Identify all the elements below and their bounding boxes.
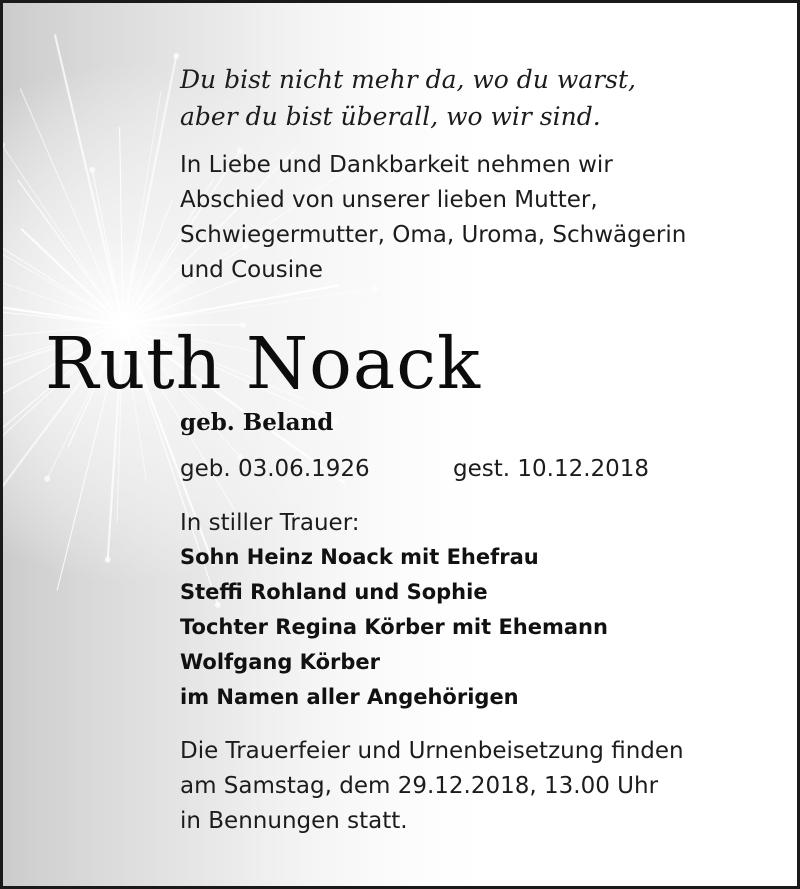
funeral-line: in Bennungen statt. (180, 808, 408, 834)
intro-line: In Liebe und Dankbarkeit nehmen wir (180, 152, 613, 178)
funeral-info (180, 734, 684, 839)
life-dates (180, 451, 650, 487)
seed-tip (105, 557, 110, 562)
mourner-line: Sohn Heinz Noack mit Ehefrau (180, 545, 539, 569)
mourner-line: im Namen aller Angehörigen (180, 685, 519, 709)
intro-line: Schwiegermutter, Oma, Uroma, Schwägerin (180, 222, 687, 248)
mourning-heading: In stiller Trauer: (180, 510, 360, 536)
death-date: gest. 10.12.2018 (453, 456, 650, 482)
funeral-line: am Samstag, dem 29.12.2018, 13.00 Uhr (180, 773, 659, 799)
mourner-line: Tochter Regina Körber mit Ehemann (180, 615, 608, 639)
quote-line: aber du bist überall, wo wir sind. (180, 102, 601, 131)
mourners-list (180, 540, 608, 715)
funeral-line: Die Trauerfeier und Urnenbeisetzung finden (180, 738, 684, 764)
seed-tip (45, 476, 50, 481)
birth-date: geb. 03.06.1926 (180, 456, 370, 482)
maiden-name: geb. Beland (180, 409, 334, 436)
intro-line: Abschied von unserer lieben Mutter, (180, 187, 598, 213)
intro-line: und Cousine (180, 257, 323, 283)
deceased-name: Ruth Noack (45, 322, 481, 405)
quote-line: Du bist nicht mehr da, wo du warst, (180, 65, 636, 94)
mourner-line: Steffi Rohland und Sophie (180, 580, 488, 604)
intro-paragraph (180, 148, 686, 288)
memorial-quote (180, 61, 636, 135)
seed-tip (3, 142, 4, 147)
mourner-line: Wolfgang Körber (180, 650, 380, 674)
seed-tip (90, 167, 95, 172)
seed-tip (174, 53, 179, 58)
